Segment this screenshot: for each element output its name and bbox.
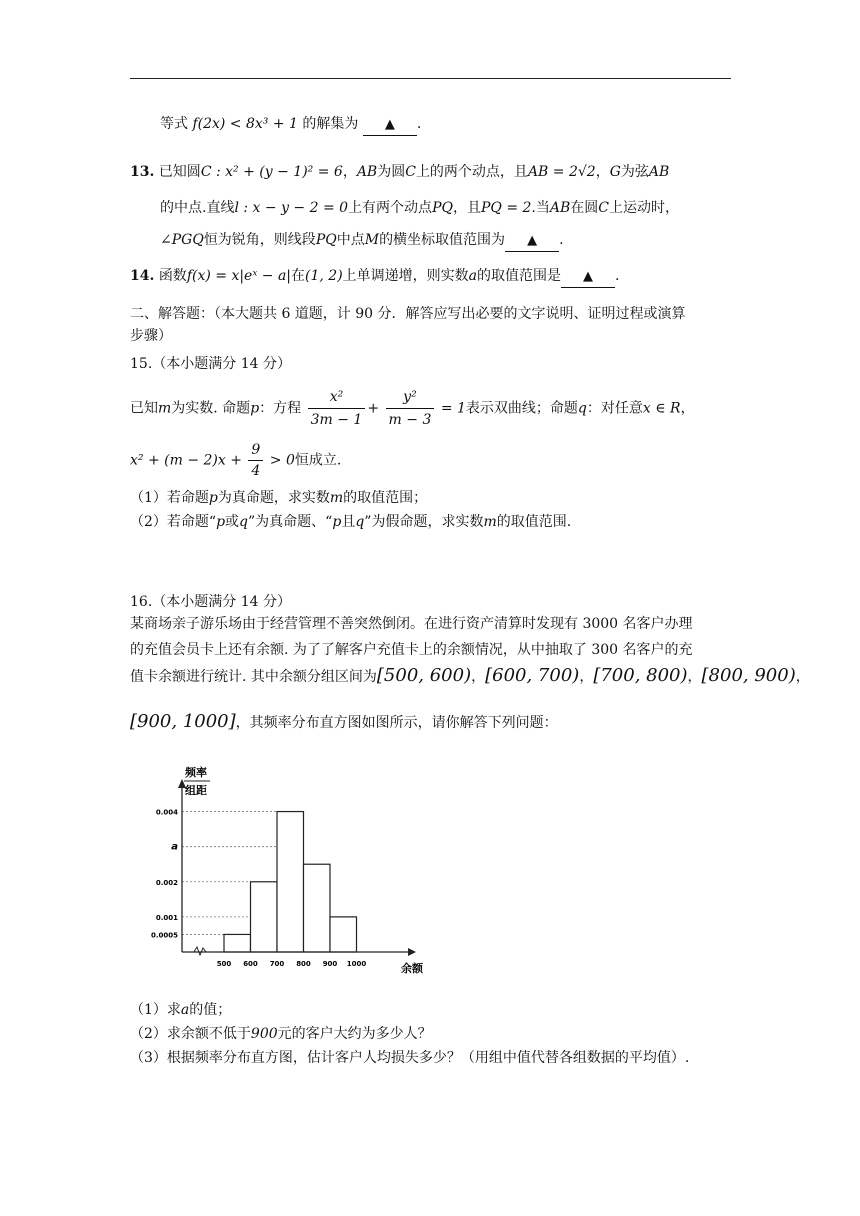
math-line: l : x − y − 2 = 0 [234,200,349,216]
text: ， [680,400,695,417]
math: PQ [432,200,453,216]
y-axis-label-top: 频率 [185,766,207,779]
q15-heading: 15.（本小题满分 14 分） [130,356,291,372]
q15-line2 [130,440,341,481]
text: 上运动时， [608,200,679,216]
denominator: 4 [251,463,261,479]
text: 值卡余额进行统计. 其中余额分组区间为 [130,669,377,685]
q15-line1 [130,386,695,431]
math: m [483,514,497,530]
interval: [600, 700) [485,665,580,686]
math: p [250,400,260,417]
histogram-bar [277,812,304,952]
text: 恒为锐角，则线段 [203,232,316,248]
text: 在 [291,268,306,284]
q16-part1 [130,1000,231,1020]
text: ， [471,669,486,685]
text: 函数 [158,268,187,284]
q16-part3: （3）根据频率分布直方图，估计客户人均损失多少？（用组中值代替各组数据的平均值）. [130,1050,690,1066]
math: (1, 2) [305,268,343,284]
fraction-y2 [386,386,435,431]
math: x² + (m − 2)x + [130,452,242,469]
math: AB [356,164,378,180]
q16-line4 [130,712,558,733]
text: 已知圆 [158,164,201,180]
text: 元的客户大约为多少人？ [277,1026,432,1042]
math: 900 [250,1026,278,1042]
math-function: f(x) = x|eˣ − a| [186,268,292,284]
text: 的取值范围是 [477,268,562,284]
answer-blank: ▲ [561,267,615,288]
math: x ∈ R [642,400,681,417]
text: 上单调递增，则实数 [342,268,469,284]
text: 的解集为 [302,116,359,132]
math: m [329,490,344,506]
denominator: m − 3 [388,412,432,428]
math: p [216,514,226,530]
text: ：对任意 [586,400,643,417]
question-number: 13. [130,164,155,180]
text: 或 [225,514,240,530]
y-tick-label: a [171,841,178,853]
text: 且 [341,514,356,530]
axis-break-mark [194,947,206,955]
math-inequality: f(2x) < 8x³ + 1 [192,116,298,132]
text: ， [795,669,810,685]
math: AB [648,164,670,180]
q14-line [130,266,619,288]
text: （2）若命题“ [130,514,217,530]
math: q [355,514,365,530]
text: 等式 [160,116,188,132]
math: PQ [315,232,337,248]
text: 表示双曲线；命题 [465,400,578,417]
interval: [700, 800) [593,665,688,686]
x-axis-label: 余额 [401,962,423,975]
q16-line1: 某商场亲子游乐场由于经营管理不善突然倒闭。在进行资产清算时发现有 3000 名客户办理 [130,616,693,632]
y-axis-label-bottom: 组距 [185,784,207,797]
q16-line3 [130,666,810,687]
text: ， [342,164,357,180]
text: 的取值范围. [496,514,572,530]
interval: [900, 1000] [130,711,236,732]
section-heading-cont: 步骤） [130,328,172,344]
math: a [180,1002,190,1018]
y-tick-label: 0.002 [155,878,178,887]
text: ， [579,669,594,685]
text: （1）求 [130,1002,181,1018]
numerator: 9 [248,440,263,461]
text: ”为假命题，求实数 [364,514,484,530]
histogram-bar [224,934,251,952]
text: 的取值范围； [343,490,428,506]
answer-blank: ▲ [505,231,559,252]
text: 中点 [336,232,365,248]
text: ，且 [452,200,481,216]
math: AB [549,200,571,216]
math: PQ = 2 [480,200,532,216]
question-number: 14. [130,268,155,284]
math: q [239,514,249,530]
math: C [405,164,416,180]
math-circle: C : x² + (y − 1)² = 6 [200,164,343,180]
fraction-9-4 [248,440,263,481]
interval: [500, 600) [376,665,472,686]
numerator: x² [308,386,366,409]
answer-blank: ▲ [363,115,417,136]
text: 的值； [189,1002,232,1018]
math: > 0 [269,452,295,469]
numerator: y² [386,386,435,409]
text: 为圆 [377,164,406,180]
math: q [577,400,587,417]
q16-part2 [130,1024,432,1044]
text: .当 [531,200,550,216]
q13-line2 [160,198,679,218]
math: p [208,490,218,506]
math: C [598,200,609,216]
text: 在圆 [570,200,599,216]
q13-line3 [160,230,564,252]
denominator: 3m − 1 [310,412,363,428]
text: 为真命题，求实数 [217,490,330,506]
q15-part2 [130,512,571,532]
text: 的横坐标取值范围为 [379,232,506,248]
text: + [367,400,380,417]
text: （2）求余额不低于 [130,1026,251,1042]
text: ， [687,669,702,685]
text: 恒成立. [294,452,342,469]
q15-part1 [130,488,427,508]
text: 上的两个动点，且 [415,164,528,180]
math: AB = 2√2 [527,164,596,180]
text: . [416,116,422,132]
text: 的中点.直线 [160,200,235,216]
text: 为实数. 命题 [171,400,251,417]
text: 为弦 [620,164,649,180]
math: G [609,164,621,180]
text: 上有两个动点 [348,200,433,216]
x-tick-label: 800 [296,960,311,968]
math: m [158,400,172,417]
x-tick-label: 500 [216,960,232,968]
q16-line2: 的充值会员卡上还有余额. 为了了解客户充值卡上的余额情况，从中抽取了 300 名客户的充 [130,642,693,658]
text: . [615,268,620,284]
x-tick-label: 700 [269,960,285,968]
math: ∠PGQ [160,232,204,248]
frequency-histogram [140,764,430,986]
text: ， [595,164,610,180]
text: （1）若命题 [130,490,209,506]
x-tick-label: 900 [322,960,338,968]
histogram-bar [304,864,331,952]
x-tick-label: 600 [243,960,258,968]
text: 已知 [130,400,158,417]
math: M [364,232,380,248]
q13-line1 [130,162,669,182]
section-heading: 二、解答题：（本大题共 6 道题，计 90 分．解答应写出必要的文字说明、证明过程或演算 [130,306,686,322]
math: = 1 [440,400,466,417]
interval: [800, 900) [701,665,796,686]
text: . [559,232,564,248]
histogram-bar [251,882,278,952]
text: ”为真命题、“ [248,514,333,530]
q16-heading: 16.（本小题满分 14 分） [130,594,291,610]
histogram-bar [330,917,357,952]
q12-continuation [160,114,421,136]
math: p [332,514,342,530]
y-tick-label: 0.001 [155,913,178,922]
x-axis-arrow [408,948,416,956]
y-tick-label: 0.004 [155,808,178,817]
y-tick-label: 0.0005 [150,931,178,940]
text: ：方程 [259,400,302,417]
text: ，其频率分布直方图如图所示，请你解答下列问题： [235,715,558,731]
x-tick-label: 1000 [346,960,367,968]
math: a [468,268,478,284]
fraction-x2 [308,386,366,431]
header-rule [130,78,731,79]
